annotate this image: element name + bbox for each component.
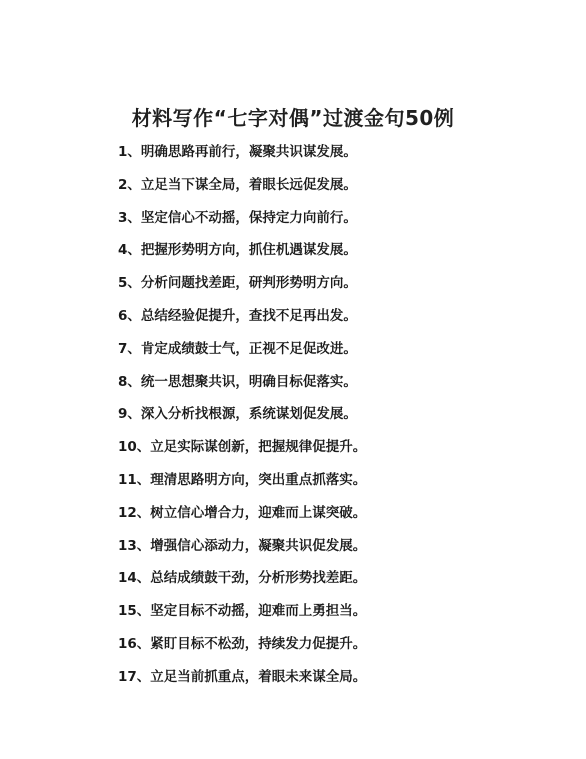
list-item: 6、总结经验促提升，查找不足再出发。 (118, 307, 357, 324)
list-item: 5、分析问题找差距，研判形势明方向。 (118, 275, 357, 292)
list-item: 2、立足当下谋全局，着眼长远促发展。 (118, 176, 357, 193)
list-item: 8、统一思想聚共识，明确目标促落实。 (118, 373, 357, 390)
list-item: 3、坚定信心不动摇，保持定力向前行。 (118, 209, 357, 226)
list-item: 10、立足实际谋创新，把握规律促提升。 (118, 439, 367, 456)
list-item: 4、把握形势明方向，抓住机遇谋发展。 (118, 242, 357, 259)
list-item: 13、增强信心添动力，凝聚共识促发展。 (118, 537, 367, 554)
list-item: 7、肯定成绩鼓士气，正视不足促改进。 (118, 340, 357, 357)
list-item: 15、坚定目标不动摇，迎难而上勇担当。 (118, 603, 367, 620)
document-title: 材料写作“七字对偶”过渡金句50例 (131, 106, 455, 130)
list-item: 11、理清思路明方向，突出重点抓落实。 (118, 471, 367, 488)
list-item: 16、紧盯目标不松劲，持续发力促提升。 (118, 635, 367, 652)
list-item: 17、立足当前抓重点，着眼未来谋全局。 (118, 668, 367, 685)
list-item: 9、深入分析找根源，系统谋划促发展。 (118, 406, 357, 423)
list-item: 12、树立信心增合力，迎难而上谋突破。 (118, 504, 367, 521)
list-item: 1、明确思路再前行，凝聚共识谋发展。 (118, 144, 357, 160)
list-item: 14、总结成绩鼓干劲，分析形势找差距。 (118, 570, 367, 587)
phrase-list (118, 140, 366, 698)
